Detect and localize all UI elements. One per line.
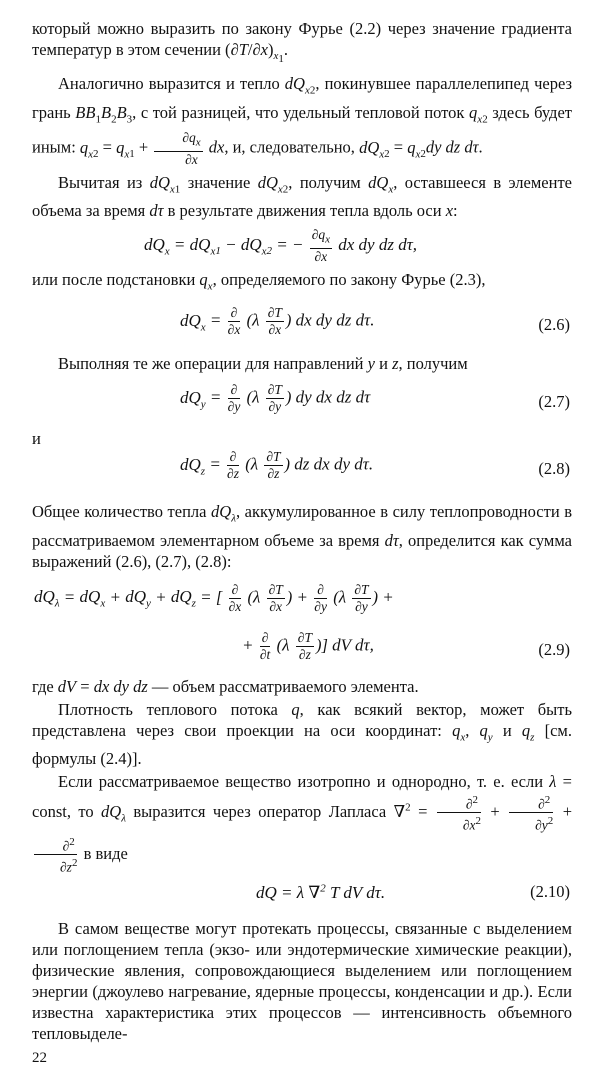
- page-number: 22: [32, 1049, 47, 1066]
- equation-2-8: $dQ_z$ = $\frac{\partial}{\partial z}$ (λ $\frac{\partial T}{\partial z}$ ) dz dx dy dτ. (2.8): [180, 449, 570, 482]
- paragraph-2: Аналогично выразится и тепло $dQ_{x2}$, покинувшее параллелепипед через грань $BB_1B_2B_3$, с той разницей, что удельный тепловой поток $q_{x2}$ здесь будет иным: $q_{x2} = q_{x1}$ + $\frac{\partial q_x}{\partial x}$ dx, и, следовательно, $dQ_{x2} = q_{x2}dy$ dz dτ.: [32, 74, 572, 167]
- paragraph-8: где dV = dx dy dz — объем рассматриваемого элемента.: [32, 676, 419, 696]
- paragraph-11: В самом веществе могут протекать процессы, связанные с выделением или поглощением тепла (экзо- или эндотермические химические реакции), физические явления, сопровождающиеся выделением или поглощением энергии (джоулево нагревание, ядерные процессы, конденсации и др.). Если известна характеристика этих процессов — интенсивность объемного тепловыделе-: [32, 918, 572, 1043]
- paragraph-6: и: [32, 429, 41, 449]
- equation-number: (2.6): [538, 315, 570, 335]
- equation-number: (2.9): [538, 639, 570, 659]
- equation-number: (2.10): [530, 881, 570, 901]
- paragraph-1: который можно выразить по закону Фурье (2.2) через значение градиента температур в этом сечении $(\partial T/\partial x)_{x_1}$.: [32, 19, 572, 66]
- paragraph-7: Общее количество тепла $dQ_\lambda$, аккумулированное в силу теплопроводности в рассматриваемом элементарном объеме за время dτ, определится как сумма выражений (2.6), (2.7), (2.8):: [32, 502, 572, 571]
- equation-number: (2.8): [538, 459, 570, 479]
- equation-dqx-difference: $dQ_x = dQ_{x1} - dQ_{x2}$ = − $\frac{\partial q_x}{\partial x}$ dx dy dz dτ,: [144, 227, 418, 264]
- equation-2-7: $dQ_y$ = $\frac{\partial}{\partial y}$ (λ $\frac{\partial T}{\partial y}$ ) dy dx dz dτ (2.7): [180, 382, 570, 415]
- equation-2-9-line-1: $dQ_\lambda = dQ_x + dQ_y + dQ_z$ = [ $\frac{\partial}{\partial x}$ (λ $\frac{\partial T}{\partial x}$ ) + $\frac{\partial}{\partial y}$ (λ $\frac{\partial T}{\partial y}$ ) +: [34, 581, 394, 614]
- paragraph-10: Если рассматриваемое вещество изотропно и однородно, т. е. если λ = const, то $dQ_\lambda$ выразится через оператор Лапласа ∇$^2$ = $\frac{\partial^2}{\partial x^2}$ + $\frac{\partial^2}{\partial y^2}$ + $\frac{\partial^2}{\partial z^2}$ в виде: [32, 771, 573, 875]
- equation-2-9-line-2: + $\frac{\partial}{\partial t}$ (λ $\frac{\partial T}{\partial z}$ )] dV dτ, (2.9): [242, 629, 570, 662]
- paragraph-5: Выполняя те же операции для направлений y и z, получим: [58, 354, 468, 374]
- paragraph-4: или после подстановки $q_x$, определяемого по закону Фурье (2.3),: [32, 270, 486, 293]
- paragraph-9: Плотность теплового потока q, как всякий вектор, может быть представлена через свои проекции на оси координат: $q_x$, $q_y$ и $q_z$ [см. формулы (2.4)].: [32, 699, 572, 768]
- equation-number: (2.7): [538, 392, 570, 412]
- equation-2-10: dQ = λ ∇$^2$ T dV dτ. (2.10): [256, 881, 570, 902]
- paragraph-3: Вычитая из $dQ_{x1}$ значение $dQ_{x2}$, получим $dQ_x$, оставшееся в элементе объема за время dτ в результате движения тепла вдоль оси x:: [32, 172, 572, 221]
- equation-2-6: $dQ_x$ = $\frac{\partial}{\partial x}$ (λ $\frac{\partial T}{\partial x}$ ) dx dy dz dτ. (2.6): [180, 305, 570, 338]
